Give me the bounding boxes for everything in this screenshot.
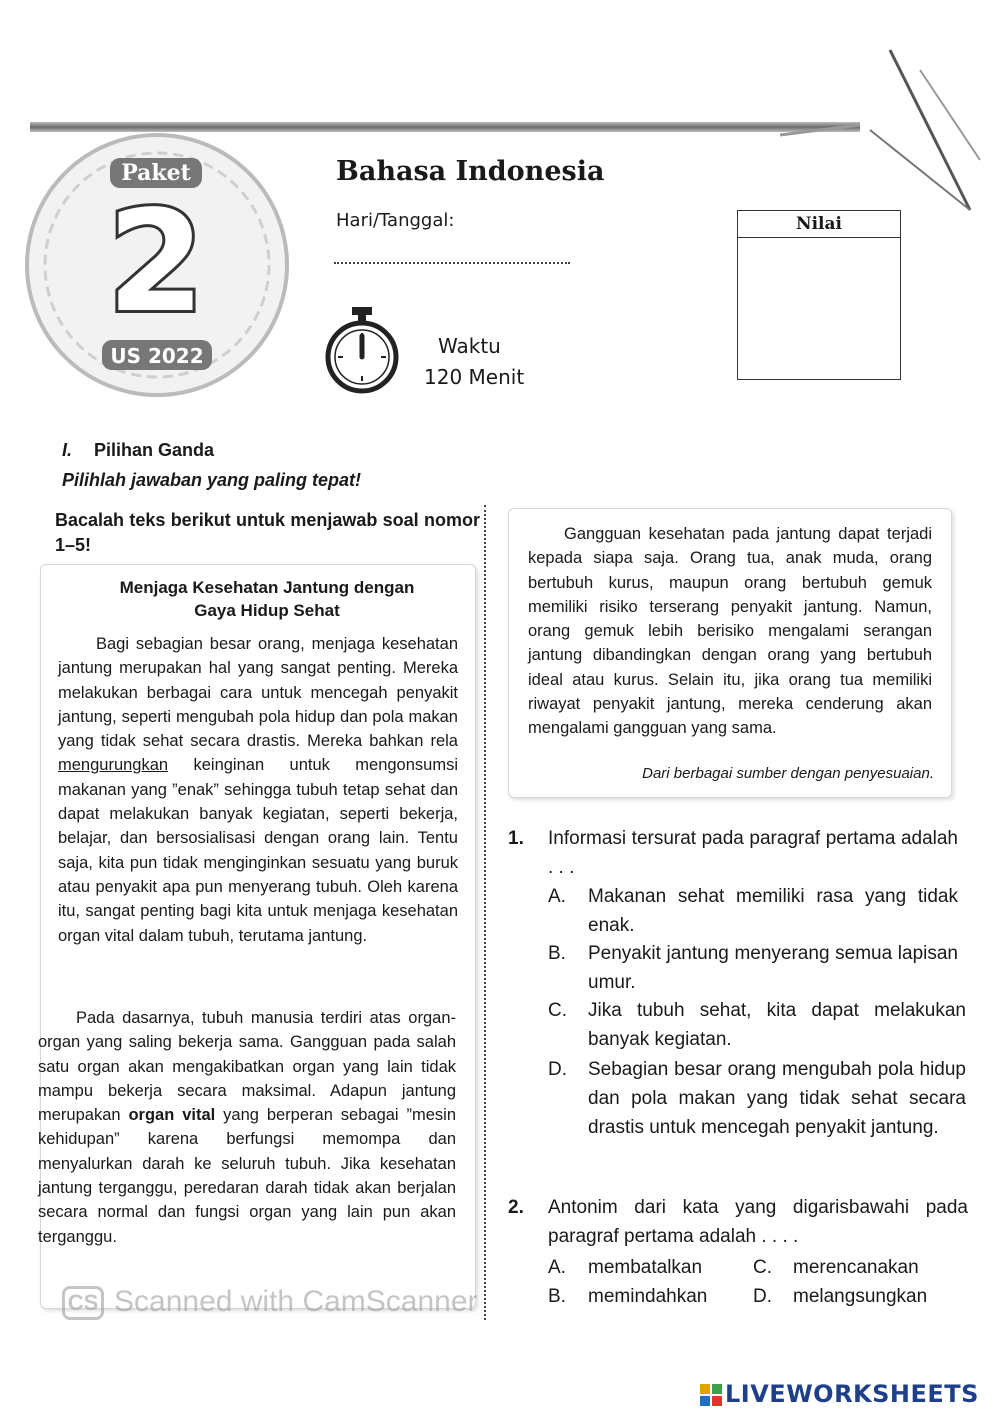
paragraph-1-text-a: Bagi sebagian besar orang, menjaga kesehatan jantung merupakan hal yang sangat penting. Mereka melakukan berbagai cara untuk mencegah penyakit jantung, seperti mengubah pola hidup dan pola makan yang tidak sehat secara drastis. Mereka bahkan rela: [58, 635, 458, 751]
question-1-option-d[interactable]: [548, 1055, 966, 1142]
paragraph-2-text-b: yang berperan sebagai ”mesin kehidupan” karena berfungsi memompa dan menyalurkan darah ke seluruh tubuh. Jika kesehatan jantung terganggu, peredaran darah tidak akan berjalan secara normal dan fungsi organ yang lain pun akan terganggu.: [38, 1106, 456, 1246]
article-title: [62, 576, 472, 622]
option-text: Jika tubuh sehat, kita dapat melakukan banyak kegiatan.: [588, 1000, 966, 1050]
option-letter: D.: [753, 1286, 772, 1307]
liveworksheets-brand[interactable]: [700, 1380, 979, 1408]
stopwatch-icon: [322, 305, 402, 395]
option-letter: C.: [753, 1257, 772, 1278]
score-box[interactable]: [737, 210, 901, 380]
option-letter: D.: [548, 1059, 567, 1080]
badge-bottom-label: US 2022: [110, 344, 204, 368]
article-title-line1: Menjaga Kesehatan Jantung dengan: [119, 578, 415, 597]
section-title: Pilihan Ganda: [94, 440, 215, 460]
article-source: Dari berbagai sumber dengan penyesuaian.: [642, 765, 934, 782]
question-2-option-d[interactable]: [753, 1282, 963, 1311]
bold-term: organ vital: [128, 1106, 216, 1125]
badge-number: 2: [107, 181, 205, 344]
option-text: Makanan sehat memiliki rasa yang tidak enak.: [588, 886, 958, 936]
corner-decoration: [780, 40, 990, 220]
question-1-number: 1.: [508, 828, 524, 849]
paket-badge: [22, 130, 292, 400]
camscanner-logo: CS: [62, 1286, 104, 1320]
option-letter: B.: [548, 1286, 566, 1307]
article-title-line2: Gaya Hidup Sehat: [194, 601, 340, 620]
section-heading: [62, 440, 214, 461]
option-text: memindahkan: [588, 1286, 708, 1307]
option-text: Sebagian besar orang mengubah pola hidup dan pola makan yang tidak sehat secara drastis untuk mencegah penyakit jantung.: [588, 1059, 966, 1138]
option-text: melangsungkan: [793, 1286, 928, 1307]
paragraph-2-text-a: Pada dasarnya, tubuh manusia terdiri atas organ-organ yang saling bekerja sama. Gangguan pada salah satu organ akan mengakibatkan organ yang lain tidak mampu bekerja secara maksimal. Adapun jantung merupakan: [38, 1009, 456, 1125]
option-letter: C.: [548, 1000, 567, 1021]
question-2-option-b[interactable]: [548, 1282, 738, 1311]
brand-text: LIVEWORKSHEETS: [725, 1380, 979, 1408]
time-value: 120 Menit: [424, 365, 525, 389]
question-1-option-c[interactable]: [548, 996, 966, 1054]
option-text: merencanakan: [793, 1257, 919, 1278]
badge-circle: [22, 130, 292, 400]
question-2-number: 2.: [508, 1197, 524, 1218]
question-2-option-c[interactable]: [753, 1253, 953, 1282]
article-paragraph-3: Gangguan kesehatan pada jantung dapat terjadi kepada siapa saja. Orang tua, anak muda, orang bertubuh kurus, maupun orang bertubuh gemuk memiliki risiko terserang penyakit jantung. Namun, orang gemuk lebih berisiko mengalami serangan jantung dibandingkan dengan orang yang bertubuh ideal atau kurus. Selain itu, jika orang tua memiliki riwayat penyakit jantung, mereka cenderung akan mengalami gangguan yang sama.: [528, 525, 932, 738]
question-2: [508, 1193, 968, 1251]
scanner-watermark: [62, 1285, 478, 1320]
question-1-option-b[interactable]: [548, 939, 958, 997]
section-number: I.: [62, 440, 73, 460]
time-label: Waktu: [438, 334, 501, 358]
date-fill-line[interactable]: [334, 262, 570, 264]
badge-top-label: Paket: [121, 160, 191, 186]
underlined-word: mengurungkan: [58, 756, 169, 775]
option-text: membatalkan: [588, 1257, 703, 1278]
option-letter: A.: [548, 1257, 566, 1278]
column-divider: [484, 505, 486, 1320]
subject-title: Bahasa Indonesia: [336, 156, 605, 187]
paragraph-1-text-b: keinginan untuk mengonsumsi makanan yang ”enak” sehingga tubuh tetap sehat dan dapat melakukan banyak kegiatan, seperti bekerja, belajar, dan bersosialisasi dengan orang lain. Tentu saja, kita pun tidak menginginkan sesuatu yang buruk atau penyakit apa pun menyerang tubuh. Oleh karena itu, sangat penting bagi kita untuk menjaga kesehatan organ vital dalam tubuh, terutama jantung.: [58, 756, 458, 945]
question-2-text: Antonim dari kata yang digarisbawahi pada paragraf pertama adalah . . . .: [548, 1197, 968, 1247]
article-paragraph-2: [38, 1006, 456, 1249]
question-2-option-a[interactable]: [548, 1253, 738, 1282]
reading-instruction: Bacalah teks berikut untuk menjawab soal nomor 1–5!: [55, 510, 480, 555]
score-label: Nilai: [738, 211, 900, 238]
date-label: Hari/Tanggal:: [336, 210, 455, 231]
option-letter: A.: [548, 886, 566, 907]
question-1: [508, 824, 958, 882]
liveworksheets-icon: [700, 1384, 722, 1406]
question-1-text: Informasi tersurat pada paragraf pertama adalah . . .: [548, 828, 958, 878]
option-text: Penyakit jantung menyerang semua lapisan umur.: [588, 943, 958, 993]
section-instruction: Pilihlah jawaban yang paling tepat!: [62, 470, 362, 490]
option-letter: B.: [548, 943, 566, 964]
article-paragraph-1: [58, 632, 458, 948]
question-1-option-a[interactable]: [548, 882, 958, 940]
watermark-text: Scanned with CamScanner: [114, 1285, 478, 1318]
